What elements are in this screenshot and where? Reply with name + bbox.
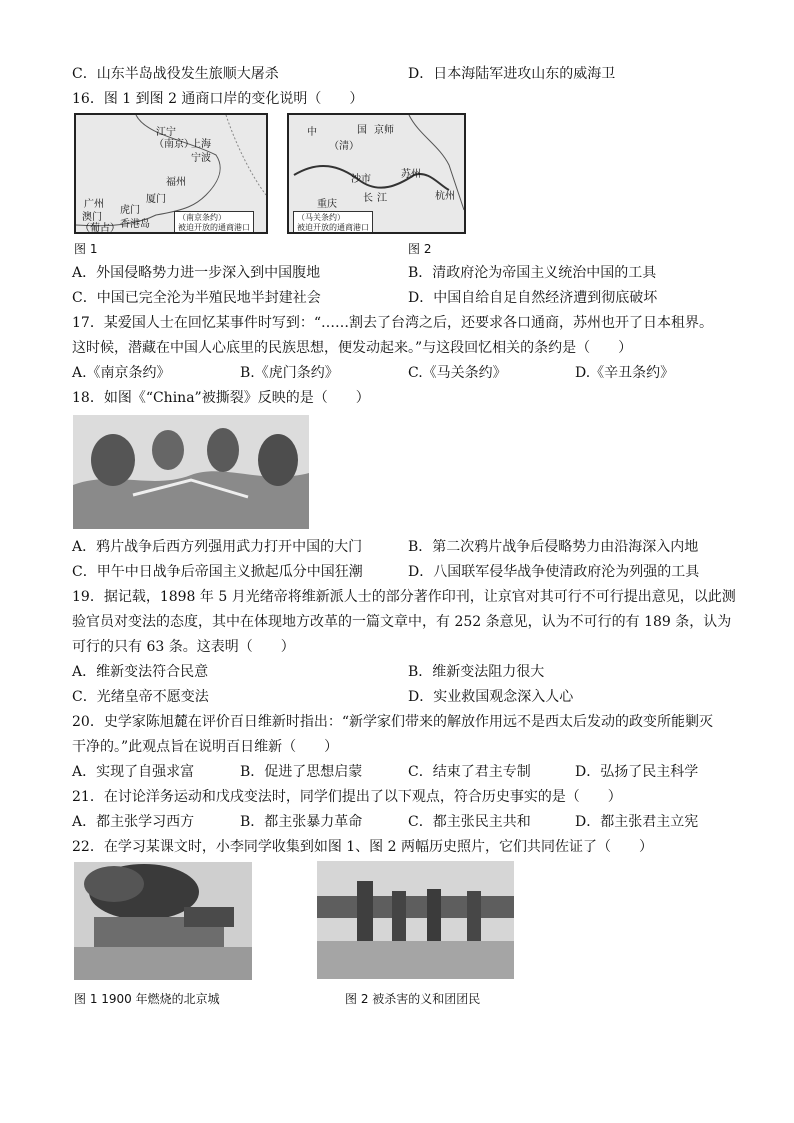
- q18-option-a: A．鸦片战争后西方列强用武力打开中国的大门: [72, 539, 363, 555]
- executed-boxers-photo: [317, 861, 514, 979]
- q19-stem-line-2: 验官员对变法的态度，其中在体现地方改革的一篇文章中，有 252 条意见，认为不可行的有 189 条，认为: [72, 614, 732, 630]
- city-humen: 虎门: [120, 205, 140, 216]
- q16-option-c: C．中国已完全沦为半殖民地半封建社会: [72, 290, 321, 306]
- q19-stem-line-3: 可行的只有 63 条。这表明（ ）: [72, 639, 295, 655]
- burning-city-photo: [74, 862, 252, 980]
- city-ningbo: 宁波: [191, 153, 211, 164]
- label-jiang: 江: [377, 193, 387, 204]
- q21-stem: 21．在讨论洋务运动和戊戌变法时，同学们提出了以下观点，符合历史事实的是（ ）: [72, 789, 622, 805]
- q22-photo-1: [74, 862, 252, 980]
- q21-option-d: D．都主张君主立宪: [575, 814, 699, 830]
- label-chang: 长: [363, 193, 373, 204]
- city-xiamen: 厦门: [146, 194, 166, 205]
- label-qing: （清）: [329, 141, 359, 152]
- q18-cartoon-image: [73, 415, 309, 529]
- legend-title: （马关条约）: [297, 213, 345, 222]
- cartoon-illustration: [73, 415, 309, 529]
- city-fuzhou: 福州: [166, 177, 186, 188]
- q16-figure-2-map: [287, 113, 466, 234]
- label-zhong: 中: [307, 127, 317, 138]
- label-jingshi: 京师: [374, 125, 394, 136]
- q19-option-d: D．实业救国观念深入人心: [408, 689, 574, 705]
- q16-option-b: B．清政府沦为帝国主义统治中国的工具: [408, 265, 657, 281]
- city-shashi: 沙市: [351, 174, 371, 185]
- q17-option-c: C.《马关条约》: [408, 365, 507, 381]
- q18-option-b: B．第二次鸦片战争后侵略势力由沿海深入内地: [408, 539, 699, 555]
- q19-option-b: B．维新变法阻力很大: [408, 664, 545, 680]
- q20-stem-line-1: 20．史学家陈旭麓在评价百日维新时指出：“新学家们带来的解放作用远不是西太后发动的政变所能剿灭: [72, 714, 713, 730]
- q18-stem: 18．如图《“China”被撕裂》反映的是（ ）: [72, 390, 370, 406]
- q16-figure-2-caption: 图 2: [408, 242, 432, 256]
- q16-figure-1-caption: 图 1: [74, 242, 98, 256]
- city-shanghai: 上海: [191, 139, 211, 150]
- q15-option-c: C．山东半岛战役发生旅顺大屠杀: [72, 66, 279, 82]
- city-guangzhou: 广州: [84, 199, 104, 210]
- q18-option-c: C．甲午中日战争后帝国主义掀起瓜分中国狂潮: [72, 564, 363, 580]
- legend-text: 被迫开放的通商港口: [297, 223, 369, 232]
- legend-title: （南京条约）: [178, 213, 226, 222]
- q16-figure-1-map: [74, 113, 268, 234]
- city-suzhou: 苏州: [401, 169, 421, 180]
- q20-option-a: A．实现了自强求富: [72, 764, 195, 780]
- map-legend-1: [174, 211, 254, 234]
- city-jiangning: 江宁: [156, 127, 176, 138]
- q21-option-c: C．都主张民主共和: [408, 814, 531, 830]
- city-nanjing: （南京）: [154, 139, 194, 150]
- q20-option-c: C．结束了君主专制: [408, 764, 531, 780]
- q22-photo-2: [317, 861, 514, 979]
- map-legend-2: [293, 211, 373, 234]
- q17-stem-line-2: 这时候，潜藏在中国人心底里的民族思想，便发动起来。”与这段回忆相关的条约是（ ）: [72, 340, 633, 356]
- q22-photo-1-caption: 图 1 1900 年燃烧的北京城: [74, 992, 220, 1006]
- q22-photo-2-caption: 图 2 被杀害的义和团团民: [345, 992, 481, 1006]
- q20-stem-line-2: 干净的。”此观点旨在说明百日维新（ ）: [72, 739, 339, 755]
- city-chongqing: 重庆: [317, 199, 337, 210]
- q18-option-d: D．八国联军侵华战争使清政府沦为列强的工具: [408, 564, 700, 580]
- q17-option-d: D.《辛丑条约》: [575, 365, 675, 381]
- city-hangzhou: 杭州: [435, 191, 455, 202]
- q16-option-d: D．中国自给自足自然经济遭到彻底破坏: [408, 290, 658, 306]
- q17-option-b: B.《虎门条约》: [240, 365, 339, 381]
- city-hongkong: 香港岛: [120, 219, 150, 230]
- q16-option-a: A．外国侵略势力进一步深入到中国腹地: [72, 265, 321, 281]
- q19-option-a: A．维新变法符合民意: [72, 664, 209, 680]
- q21-option-a: A．都主张学习西方: [72, 814, 195, 830]
- q20-option-b: B．促进了思想启蒙: [240, 764, 363, 780]
- q21-option-b: B．都主张暴力革命: [240, 814, 363, 830]
- q19-option-c: C．光绪皇帝不愿变法: [72, 689, 209, 705]
- city-macau: 澳门: [82, 212, 102, 223]
- q16-stem: 16．图 1 到图 2 通商口岸的变化说明（ ）: [72, 91, 364, 107]
- q22-stem: 22．在学习某课文时，小李同学收集到如图 1、图 2 两幅历史照片，它们共同佐证了（ ）: [72, 839, 653, 855]
- q20-option-d: D．弘扬了民主科学: [575, 764, 699, 780]
- q19-stem-line-1: 19．据记载，1898 年 5 月光绪帝将维新派人士的部分著作印刊，让京官对其可行不可行提出意见，以此测: [72, 589, 736, 605]
- label-guo: 国: [357, 125, 367, 136]
- city-macau-portuguese: （葡占）: [80, 223, 120, 234]
- q17-option-a: A.《南京条约》: [72, 365, 171, 381]
- legend-text: 被迫开放的通商港口: [178, 223, 250, 232]
- q15-option-d: D．日本海陆军进攻山东的威海卫: [408, 66, 616, 82]
- q17-stem-line-1: 17．某爱国人士在回忆某事件时写到：“……割去了台湾之后，还要求各口通商，苏州也开了日本租界。: [72, 315, 713, 331]
